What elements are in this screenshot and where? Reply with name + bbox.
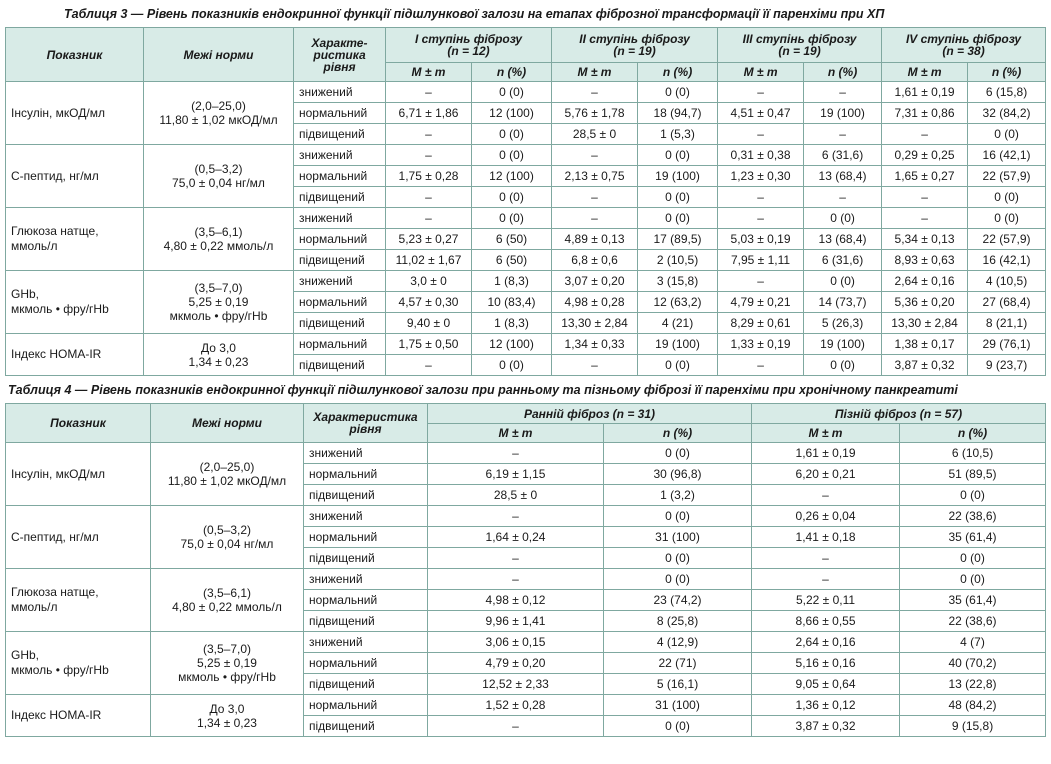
norm-cell: (0,5–3,2) 75,0 ± 0,04 нг/мл [144, 145, 294, 208]
mean-cell: 5,34 ± 0,13 [882, 229, 968, 250]
count-cell: 6 (50) [472, 229, 552, 250]
table3-caption: Таблиця 3 — Рівень показників ендокринної функції підшлункової залози на етапах фіброзної трансформації її паренхіми при ХП [64, 7, 885, 21]
indicator-cell: Глюкоза натще, ммоль/л [6, 208, 144, 271]
level-cell: підвищений [304, 716, 428, 737]
group-label: I ступінь фіброзу [414, 32, 523, 46]
indicator-cell: Індекс HOMA-IR [6, 695, 151, 737]
mean-cell: – [552, 187, 638, 208]
count-cell: 6 (15,8) [968, 82, 1046, 103]
header-p: n (%) [604, 424, 752, 443]
count-cell: 0 (0) [968, 187, 1046, 208]
level-cell: нормальний [294, 166, 386, 187]
norm-cell: (3,5–7,0) 5,25 ± 0,19 мкмоль • фру/гHb [144, 271, 294, 334]
mean-cell: – [386, 82, 472, 103]
level-cell: підвищений [294, 250, 386, 271]
mean-cell: 1,34 ± 0,33 [552, 334, 638, 355]
indicator-cell: Інсулін, мкОД/мл [6, 82, 144, 145]
table-row [6, 208, 1046, 229]
count-cell: 12 (100) [472, 334, 552, 355]
group-n: (n = 38) [942, 44, 985, 58]
count-cell: 4 (21) [638, 313, 718, 334]
count-cell: 13 (68,4) [804, 229, 882, 250]
header-m: M ± m [882, 63, 968, 82]
level-cell: підвищений [294, 313, 386, 334]
mean-cell: 1,41 ± 0,18 [752, 527, 900, 548]
level-cell: нормальний [294, 292, 386, 313]
mean-cell: 7,95 ± 1,11 [718, 250, 804, 271]
count-cell: 0 (0) [604, 716, 752, 737]
mean-cell: – [882, 187, 968, 208]
count-cell: 12 (63,2) [638, 292, 718, 313]
count-cell: 0 (0) [472, 124, 552, 145]
count-cell: 0 (0) [804, 208, 882, 229]
mean-cell: 6,8 ± 0,6 [552, 250, 638, 271]
count-cell: 4 (10,5) [968, 271, 1046, 292]
count-cell: 1 (8,3) [472, 313, 552, 334]
indicator-cell: GHb, мкмоль • фру/гHb [6, 271, 144, 334]
count-cell: 22 (57,9) [968, 166, 1046, 187]
header-m: M ± m [718, 63, 804, 82]
count-cell: 35 (61,4) [900, 527, 1046, 548]
count-cell: 1 (8,3) [472, 271, 552, 292]
level-cell: нормальний [294, 229, 386, 250]
mean-cell: 8,93 ± 0,63 [882, 250, 968, 271]
norm-cell: (2,0–25,0) 11,80 ± 1,02 мкОД/мл [144, 82, 294, 145]
count-cell: 51 (89,5) [900, 464, 1046, 485]
group-label: II ступінь фіброзу [579, 32, 690, 46]
count-cell: 19 (100) [638, 166, 718, 187]
count-cell: 0 (0) [472, 82, 552, 103]
count-cell: 30 (96,8) [604, 464, 752, 485]
count-cell: 22 (57,9) [968, 229, 1046, 250]
header-m: M ± m [386, 63, 472, 82]
group-n: (n = 19) [613, 44, 656, 58]
header-group-1 [386, 28, 552, 63]
count-cell: 0 (0) [638, 187, 718, 208]
count-cell: 3 (15,8) [638, 271, 718, 292]
count-cell: 6 (50) [472, 250, 552, 271]
count-cell: 31 (100) [604, 695, 752, 716]
mean-cell: – [428, 506, 604, 527]
table-row [6, 695, 1046, 716]
mean-cell: 7,31 ± 0,86 [882, 103, 968, 124]
header-indicator: Показник [6, 28, 144, 82]
count-cell: 0 (0) [968, 124, 1046, 145]
count-cell: 22 (38,6) [900, 506, 1046, 527]
count-cell: 0 (0) [804, 355, 882, 376]
mean-cell: – [882, 124, 968, 145]
mean-cell: 4,98 ± 0,28 [552, 292, 638, 313]
level-cell: нормальний [304, 590, 428, 611]
count-cell: 8 (25,8) [604, 611, 752, 632]
count-cell: 31 (100) [604, 527, 752, 548]
mean-cell: 1,61 ± 0,19 [752, 443, 900, 464]
count-cell: 0 (0) [604, 506, 752, 527]
mean-cell: 1,61 ± 0,19 [882, 82, 968, 103]
count-cell: 0 (0) [804, 271, 882, 292]
mean-cell: 2,64 ± 0,16 [752, 632, 900, 653]
table4-body [6, 443, 1046, 737]
header-m: M ± m [752, 424, 900, 443]
count-cell: 6 (31,6) [804, 250, 882, 271]
mean-cell: – [428, 716, 604, 737]
mean-cell: 4,51 ± 0,47 [718, 103, 804, 124]
mean-cell: – [552, 208, 638, 229]
mean-cell: – [718, 124, 804, 145]
count-cell: 32 (84,2) [968, 103, 1046, 124]
header-norm: Межі норми [144, 28, 294, 82]
table-row [6, 82, 1046, 103]
count-cell: – [804, 124, 882, 145]
header-p: n (%) [900, 424, 1046, 443]
indicator-cell: Глюкоза натще, ммоль/л [6, 569, 151, 632]
mean-cell: 8,66 ± 0,55 [752, 611, 900, 632]
count-cell: 0 (0) [604, 443, 752, 464]
count-cell: 17 (89,5) [638, 229, 718, 250]
mean-cell: 11,02 ± 1,67 [386, 250, 472, 271]
count-cell: 5 (16,1) [604, 674, 752, 695]
mean-cell: – [718, 187, 804, 208]
norm-cell: (3,5–6,1) 4,80 ± 0,22 ммоль/л [144, 208, 294, 271]
group-n: (n = 19) [778, 44, 821, 58]
header-indicator: Показник [6, 404, 151, 443]
count-cell: 0 (0) [472, 145, 552, 166]
count-cell: 27 (68,4) [968, 292, 1046, 313]
count-cell: 23 (74,2) [604, 590, 752, 611]
mean-cell: 28,5 ± 0 [552, 124, 638, 145]
mean-cell: 0,26 ± 0,04 [752, 506, 900, 527]
mean-cell: 3,87 ± 0,32 [752, 716, 900, 737]
count-cell: – [804, 82, 882, 103]
table-row [6, 506, 1046, 527]
level-cell: підвищений [294, 124, 386, 145]
count-cell: 9 (15,8) [900, 716, 1046, 737]
level-cell: нормальний [304, 464, 428, 485]
mean-cell: 4,98 ± 0,12 [428, 590, 604, 611]
mean-cell: 1,75 ± 0,28 [386, 166, 472, 187]
mean-cell: 5,76 ± 1,78 [552, 103, 638, 124]
count-cell: 0 (0) [604, 569, 752, 590]
table-row [6, 443, 1046, 464]
indicator-cell: GHb, мкмоль • фру/гHb [6, 632, 151, 695]
mean-cell: 9,96 ± 1,41 [428, 611, 604, 632]
table3-body [6, 82, 1046, 376]
count-cell: 2 (10,5) [638, 250, 718, 271]
mean-cell: – [386, 145, 472, 166]
table4-caption: Таблиця 4 — Рівень показників ендокринної функції підшлункової залози при ранньому та пізньому фіброзі її паренхіми при хронічному панкреатиті [8, 383, 958, 397]
count-cell: 14 (73,7) [804, 292, 882, 313]
level-cell: нормальний [304, 695, 428, 716]
level-cell: знижений [304, 569, 428, 590]
mean-cell: 5,36 ± 0,20 [882, 292, 968, 313]
mean-cell: 1,36 ± 0,12 [752, 695, 900, 716]
norm-cell: (0,5–3,2) 75,0 ± 0,04 нг/мл [151, 506, 304, 569]
mean-cell: 3,07 ± 0,20 [552, 271, 638, 292]
header-level: Характеристика рівня [304, 404, 428, 443]
level-cell: знижений [294, 82, 386, 103]
mean-cell: 3,87 ± 0,32 [882, 355, 968, 376]
count-cell: 4 (12,9) [604, 632, 752, 653]
mean-cell: – [718, 82, 804, 103]
count-cell: 0 (0) [900, 485, 1046, 506]
count-cell: 0 (0) [638, 208, 718, 229]
mean-cell: – [752, 548, 900, 569]
mean-cell: – [552, 82, 638, 103]
level-cell: нормальний [294, 103, 386, 124]
count-cell: 12 (100) [472, 103, 552, 124]
mean-cell: – [386, 355, 472, 376]
norm-cell: (2,0–25,0) 11,80 ± 1,02 мкОД/мл [151, 443, 304, 506]
level-cell: підвищений [304, 485, 428, 506]
count-cell: 4 (7) [900, 632, 1046, 653]
mean-cell: 1,33 ± 0,19 [718, 334, 804, 355]
header-p: n (%) [968, 63, 1046, 82]
mean-cell: 12,52 ± 2,33 [428, 674, 604, 695]
norm-cell: До 3,0 1,34 ± 0,23 [144, 334, 294, 376]
count-cell: 0 (0) [472, 187, 552, 208]
mean-cell: 1,52 ± 0,28 [428, 695, 604, 716]
indicator-cell: Інсулін, мкОД/мл [6, 443, 151, 506]
group-label: IV ступінь фіброзу [905, 32, 1022, 46]
level-cell: знижений [304, 443, 428, 464]
count-cell: 13 (68,4) [804, 166, 882, 187]
count-cell: 22 (71) [604, 653, 752, 674]
header-group-3 [718, 28, 882, 63]
table-row [6, 271, 1046, 292]
header-p: n (%) [472, 63, 552, 82]
header-group-2 [552, 28, 718, 63]
mean-cell: – [552, 145, 638, 166]
header-m: M ± m [428, 424, 604, 443]
level-cell: підвищений [294, 355, 386, 376]
mean-cell: – [718, 355, 804, 376]
mean-cell: 8,29 ± 0,61 [718, 313, 804, 334]
mean-cell: – [428, 569, 604, 590]
mean-cell: 4,79 ± 0,21 [718, 292, 804, 313]
level-cell: знижений [294, 208, 386, 229]
table3 [5, 27, 1046, 376]
header-m: M ± m [552, 63, 638, 82]
header-group-4 [882, 28, 1046, 63]
mean-cell: 28,5 ± 0 [428, 485, 604, 506]
mean-cell: 13,30 ± 2,84 [882, 313, 968, 334]
mean-cell: 5,16 ± 0,16 [752, 653, 900, 674]
mean-cell: 9,05 ± 0,64 [752, 674, 900, 695]
count-cell: 40 (70,2) [900, 653, 1046, 674]
mean-cell: 2,13 ± 0,75 [552, 166, 638, 187]
count-cell: 0 (0) [900, 569, 1046, 590]
count-cell: 0 (0) [604, 548, 752, 569]
header-p: n (%) [638, 63, 718, 82]
mean-cell: 1,65 ± 0,27 [882, 166, 968, 187]
mean-cell: 4,79 ± 0,20 [428, 653, 604, 674]
table4 [5, 403, 1046, 737]
mean-cell: 4,89 ± 0,13 [552, 229, 638, 250]
count-cell: 0 (0) [900, 548, 1046, 569]
norm-cell: (3,5–7,0) 5,25 ± 0,19 мкмоль • фру/гHb [151, 632, 304, 695]
count-cell: 0 (0) [968, 208, 1046, 229]
header-group-late: Пізній фіброз (n = 57) [752, 404, 1046, 424]
level-cell: знижений [294, 145, 386, 166]
count-cell: 22 (38,6) [900, 611, 1046, 632]
level-cell: нормальний [294, 334, 386, 355]
count-cell: 18 (94,7) [638, 103, 718, 124]
level-cell: знижений [304, 632, 428, 653]
mean-cell: 3,06 ± 0,15 [428, 632, 604, 653]
level-cell: підвищений [304, 611, 428, 632]
count-cell: 16 (42,1) [968, 145, 1046, 166]
indicator-cell: С-пептид, нг/мл [6, 506, 151, 569]
count-cell: 35 (61,4) [900, 590, 1046, 611]
mean-cell: 4,57 ± 0,30 [386, 292, 472, 313]
mean-cell: 2,64 ± 0,16 [882, 271, 968, 292]
level-cell: підвищений [294, 187, 386, 208]
count-cell: 8 (21,1) [968, 313, 1046, 334]
mean-cell: 3,0 ± 0 [386, 271, 472, 292]
norm-cell: До 3,0 1,34 ± 0,23 [151, 695, 304, 737]
header-group-early: Ранній фіброз (n = 31) [428, 404, 752, 424]
count-cell: 12 (100) [472, 166, 552, 187]
norm-cell: (3,5–6,1) 4,80 ± 0,22 ммоль/л [151, 569, 304, 632]
count-cell: – [804, 187, 882, 208]
table-row [6, 334, 1046, 355]
level-cell: знижений [304, 506, 428, 527]
header-norm: Межі норми [151, 404, 304, 443]
count-cell: 0 (0) [472, 355, 552, 376]
count-cell: 5 (26,3) [804, 313, 882, 334]
group-label: III ступінь фіброзу [742, 32, 857, 46]
count-cell: 0 (0) [638, 82, 718, 103]
count-cell: 1 (5,3) [638, 124, 718, 145]
count-cell: 19 (100) [804, 103, 882, 124]
mean-cell: 0,29 ± 0,25 [882, 145, 968, 166]
mean-cell: – [428, 548, 604, 569]
level-cell: нормальний [304, 653, 428, 674]
count-cell: 0 (0) [638, 355, 718, 376]
count-cell: 0 (0) [638, 145, 718, 166]
level-cell: підвищений [304, 674, 428, 695]
mean-cell: – [718, 271, 804, 292]
mean-cell: 9,40 ± 0 [386, 313, 472, 334]
count-cell: 0 (0) [472, 208, 552, 229]
count-cell: 1 (3,2) [604, 485, 752, 506]
mean-cell: – [428, 443, 604, 464]
count-cell: 19 (100) [804, 334, 882, 355]
count-cell: 13 (22,8) [900, 674, 1046, 695]
count-cell: 9 (23,7) [968, 355, 1046, 376]
count-cell: 48 (84,2) [900, 695, 1046, 716]
mean-cell: 6,19 ± 1,15 [428, 464, 604, 485]
mean-cell: – [752, 569, 900, 590]
mean-cell: 1,38 ± 0,17 [882, 334, 968, 355]
count-cell: 10 (83,4) [472, 292, 552, 313]
indicator-cell: С-пептид, нг/мл [6, 145, 144, 208]
group-n: (n = 12) [447, 44, 490, 58]
mean-cell: 13,30 ± 2,84 [552, 313, 638, 334]
mean-cell: – [718, 208, 804, 229]
level-cell: нормальний [304, 527, 428, 548]
level-cell: підвищений [304, 548, 428, 569]
mean-cell: – [752, 485, 900, 506]
table-row [6, 632, 1046, 653]
mean-cell: – [552, 355, 638, 376]
mean-cell: – [882, 208, 968, 229]
mean-cell: – [386, 187, 472, 208]
mean-cell: – [386, 124, 472, 145]
table-row [6, 569, 1046, 590]
mean-cell: 5,22 ± 0,11 [752, 590, 900, 611]
count-cell: 6 (10,5) [900, 443, 1046, 464]
mean-cell: 5,23 ± 0,27 [386, 229, 472, 250]
level-cell: знижений [294, 271, 386, 292]
count-cell: 16 (42,1) [968, 250, 1046, 271]
mean-cell: – [386, 208, 472, 229]
header-level: Характе- ристика рівня [294, 28, 386, 82]
header-p: n (%) [804, 63, 882, 82]
indicator-cell: Індекс HOMA-IR [6, 334, 144, 376]
table-row [6, 145, 1046, 166]
count-cell: 6 (31,6) [804, 145, 882, 166]
mean-cell: 6,71 ± 1,86 [386, 103, 472, 124]
mean-cell: 1,23 ± 0,30 [718, 166, 804, 187]
count-cell: 29 (76,1) [968, 334, 1046, 355]
mean-cell: 5,03 ± 0,19 [718, 229, 804, 250]
count-cell: 19 (100) [638, 334, 718, 355]
mean-cell: 6,20 ± 0,21 [752, 464, 900, 485]
mean-cell: 0,31 ± 0,38 [718, 145, 804, 166]
mean-cell: 1,75 ± 0,50 [386, 334, 472, 355]
mean-cell: 1,64 ± 0,24 [428, 527, 604, 548]
